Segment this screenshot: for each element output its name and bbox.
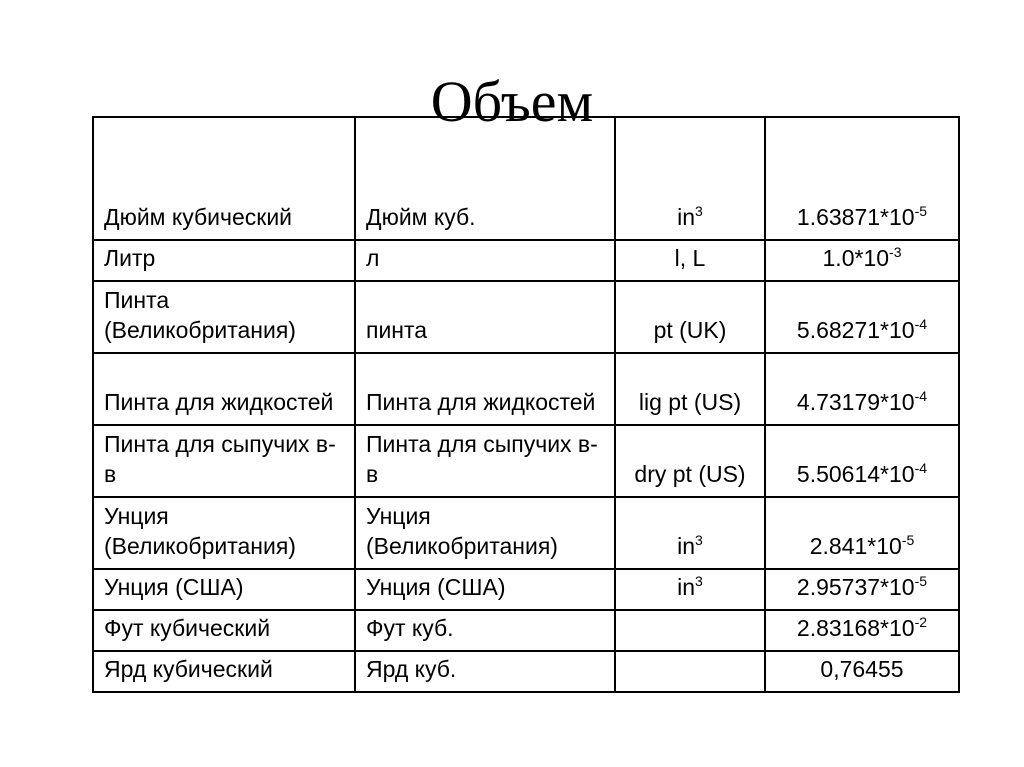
slide-title: Объем [430,69,594,134]
unit-value-cell [765,610,959,651]
unit-value-cell [765,353,959,425]
table-row [93,353,959,425]
table-row [93,651,959,692]
unit-symbol: in [677,533,696,559]
unit-symbol-cell [615,117,765,240]
unit-name-cell: Дюйм кубический [93,117,355,240]
unit-name-cell: Пинта для сыпучих в-в [93,425,355,497]
unit-name-cell: Пинта (Великобритания) [93,281,355,353]
unit-value-cell [765,240,959,281]
unit-abbr-cell: пинта [355,281,615,353]
unit-symbol-cell [615,425,765,497]
unit-value: 2.95737*10 [796,574,915,600]
unit-value-cell [765,569,959,610]
unit-symbol-cell [615,651,765,692]
unit-value-cell [765,117,959,240]
table-row [93,117,959,240]
unit-abbr-cell: Ярд куб. [355,651,615,692]
unit-abbr-cell: Дюйм куб. [355,117,615,240]
unit-symbol: dry pt (US) [634,461,746,487]
unit-symbol-cell [615,497,765,569]
unit-abbr-cell: Пинта для сыпучих в-в [355,425,615,497]
unit-value-exp: -5 [914,573,928,589]
table-row [93,240,959,281]
unit-name-cell: Пинта для жидкостей [93,353,355,425]
unit-value-exp: -2 [914,614,928,630]
unit-value-cell [765,425,959,497]
table-row [93,569,959,610]
unit-value-exp: -4 [914,460,928,476]
unit-abbr-cell: Фут куб. [355,610,615,651]
unit-value-exp: -4 [914,316,928,332]
unit-name-cell: Унция (США) [93,569,355,610]
unit-symbol-cell [615,240,765,281]
unit-symbol-cell [615,569,765,610]
units-table [92,116,960,693]
unit-abbr-cell: Унция (США) [355,569,615,610]
unit-value-exp: -4 [914,388,928,404]
unit-name-cell: Ярд кубический [93,651,355,692]
unit-value-cell [765,281,959,353]
unit-abbr-cell: л [355,240,615,281]
unit-symbol-cell [615,353,765,425]
unit-value: 1.0*10 [822,245,890,271]
table-row [93,497,959,569]
unit-value-cell [765,651,959,692]
unit-value-exp: -5 [901,532,915,548]
unit-name-cell: Фут кубический [93,610,355,651]
unit-value: 2.83168*10 [796,615,915,641]
table-row [93,610,959,651]
unit-symbol-sup: 3 [695,203,703,219]
unit-value: 5.50614*10 [796,461,915,487]
unit-value-exp: -3 [889,244,902,260]
unit-value: 1.63871*10 [796,204,915,230]
unit-symbol-sup: 3 [695,532,703,548]
table-row [93,281,959,353]
unit-symbol-sup: 3 [695,573,703,589]
unit-symbol: lig pt (US) [638,389,742,415]
unit-abbr-cell: Унция (Великобритания) [355,497,615,569]
unit-name-cell: Литр [93,240,355,281]
unit-value-cell [765,497,959,569]
unit-symbol: in [677,204,696,230]
unit-abbr-cell: Пинта для жидкостей [355,353,615,425]
unit-symbol-cell [615,281,765,353]
table-row [93,425,959,497]
unit-name-cell: Унция (Великобритания) [93,497,355,569]
unit-value: 4.73179*10 [796,389,915,415]
unit-symbol: l, L [674,245,706,271]
unit-symbol: pt (UK) [653,317,727,343]
unit-value: 5.68271*10 [796,317,915,343]
unit-symbol-cell [615,610,765,651]
unit-value-exp: -5 [914,203,928,219]
unit-value: 0,76455 [820,656,904,682]
unit-symbol: in [677,574,696,600]
unit-value: 2.841*10 [809,533,902,559]
